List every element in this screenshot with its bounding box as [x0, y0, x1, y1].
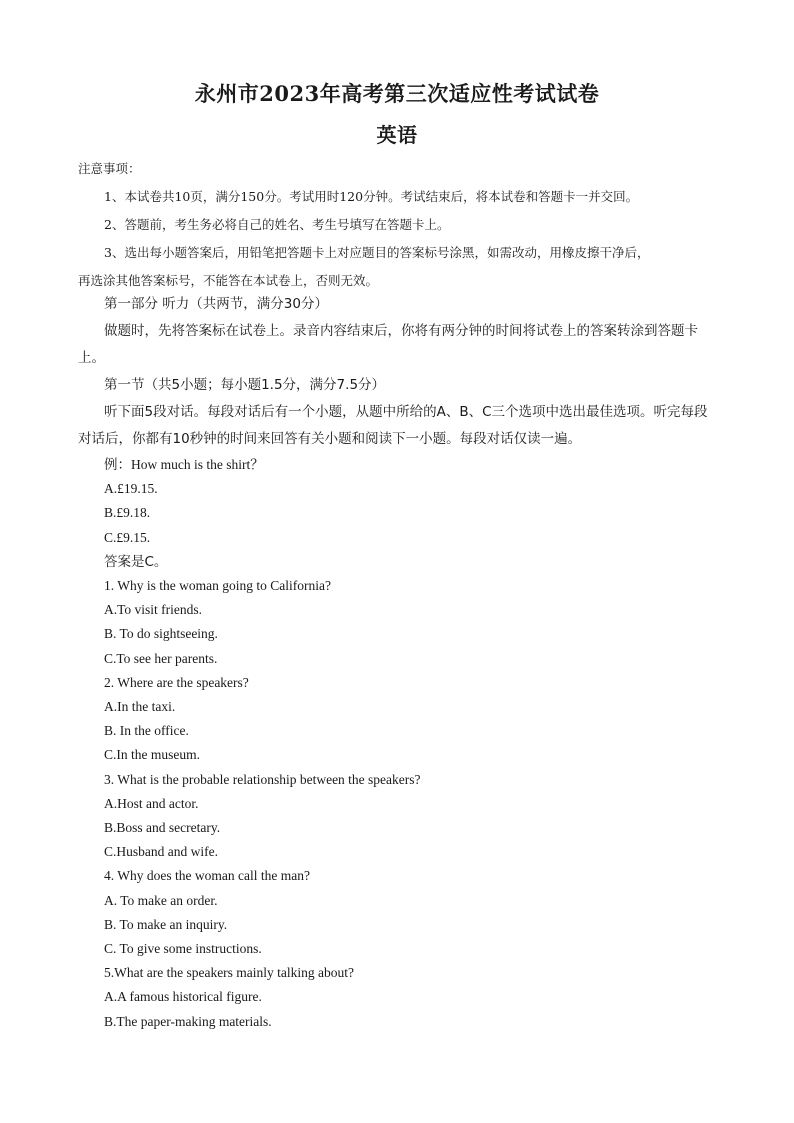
question-3: 3. What is the probable relationship between the speakers? [104, 771, 421, 787]
example-question: 例：How much is the shirt？ [104, 457, 264, 472]
question-3-option-a: A.Host and actor. [104, 795, 199, 811]
notice-item: 2、答题前，考生务必将自己的姓名、考生号填写在答题卡上。 [104, 217, 450, 232]
question-2-option-a: A.In the taxi. [104, 699, 176, 715]
example-option: A.£19.15. [104, 481, 158, 497]
example-option: B.£9.18. [104, 505, 151, 521]
notice-item: 1、本试卷共10页，满分150分。考试用时120分钟。考试结束后，将本试卷和答题卡一并交回。 [104, 189, 639, 204]
question-1-option-a: A.To visit friends. [104, 602, 203, 618]
notice-item: 3、选出每小题答案后，用铅笔把答题卡上对应题目的答案标号涂黑，如需改动，用橡皮擦干净后， [104, 245, 650, 260]
question-1: 1. Why is the woman going to California? [104, 578, 331, 594]
subject-title: 英语 [376, 123, 418, 147]
part1-heading: 第一部分 听力（共两节，满分30分） [104, 296, 328, 312]
question-1-option-b: B. To do sightseeing. [104, 626, 218, 642]
example-answer: 答案是C。 [104, 553, 168, 570]
example-option: C.£9.15. [104, 529, 151, 545]
exam-title: 永州市2023年高考第三次适应性考试试卷 [194, 81, 600, 106]
part1-instruction: 做题时，先将答案标在试卷上。录音内容结束后，你将有两分钟的时间将试卷上的答案转涂到答题卡上。 [78, 323, 698, 366]
exam-body [78, 291, 718, 1034]
notice-item: 再选涂其他答案标号，不能答在本试卷上，否则无效。 [78, 273, 379, 288]
question-4: 4. Why does the woman call the man? [104, 868, 310, 884]
question-1-option-c: C.To see her parents. [104, 650, 218, 666]
question-4-option-a: A. To make an order. [104, 892, 218, 908]
section1-heading: 第一节（共5小题；每小题1.5分，满分7.5分） [104, 377, 386, 393]
notice-heading: 注意事项： [78, 161, 141, 176]
question-4-option-b: B. To make an inquiry. [104, 916, 228, 932]
question-3-option-b: B.Boss and secretary. [104, 820, 221, 836]
question-5-option-b: B.The paper-making materials. [104, 1013, 272, 1029]
question-5-option-a: A.A famous historical figure. [104, 989, 262, 1005]
question-4-option-c: C. To give some instructions. [104, 941, 262, 957]
question-5: 5.What are the speakers mainly talking about? [104, 965, 355, 981]
question-2-option-b: B. In the office. [104, 723, 189, 739]
question-3-option-c: C.Husband and wife. [104, 844, 218, 860]
section1-instruction: 听下面5段对话。每段对话后有一个小题，从题中所给的A、B、C三个选项中选出最佳选项。听完每段对话后，你都有10秒钟的时间来回答有关小题和阅读下一小题。每段对话仅读一遍。 [78, 404, 708, 447]
question-2-option-c: C.In the museum. [104, 747, 200, 763]
question-2: 2. Where are the speakers? [104, 674, 249, 690]
notice-block [78, 155, 728, 295]
